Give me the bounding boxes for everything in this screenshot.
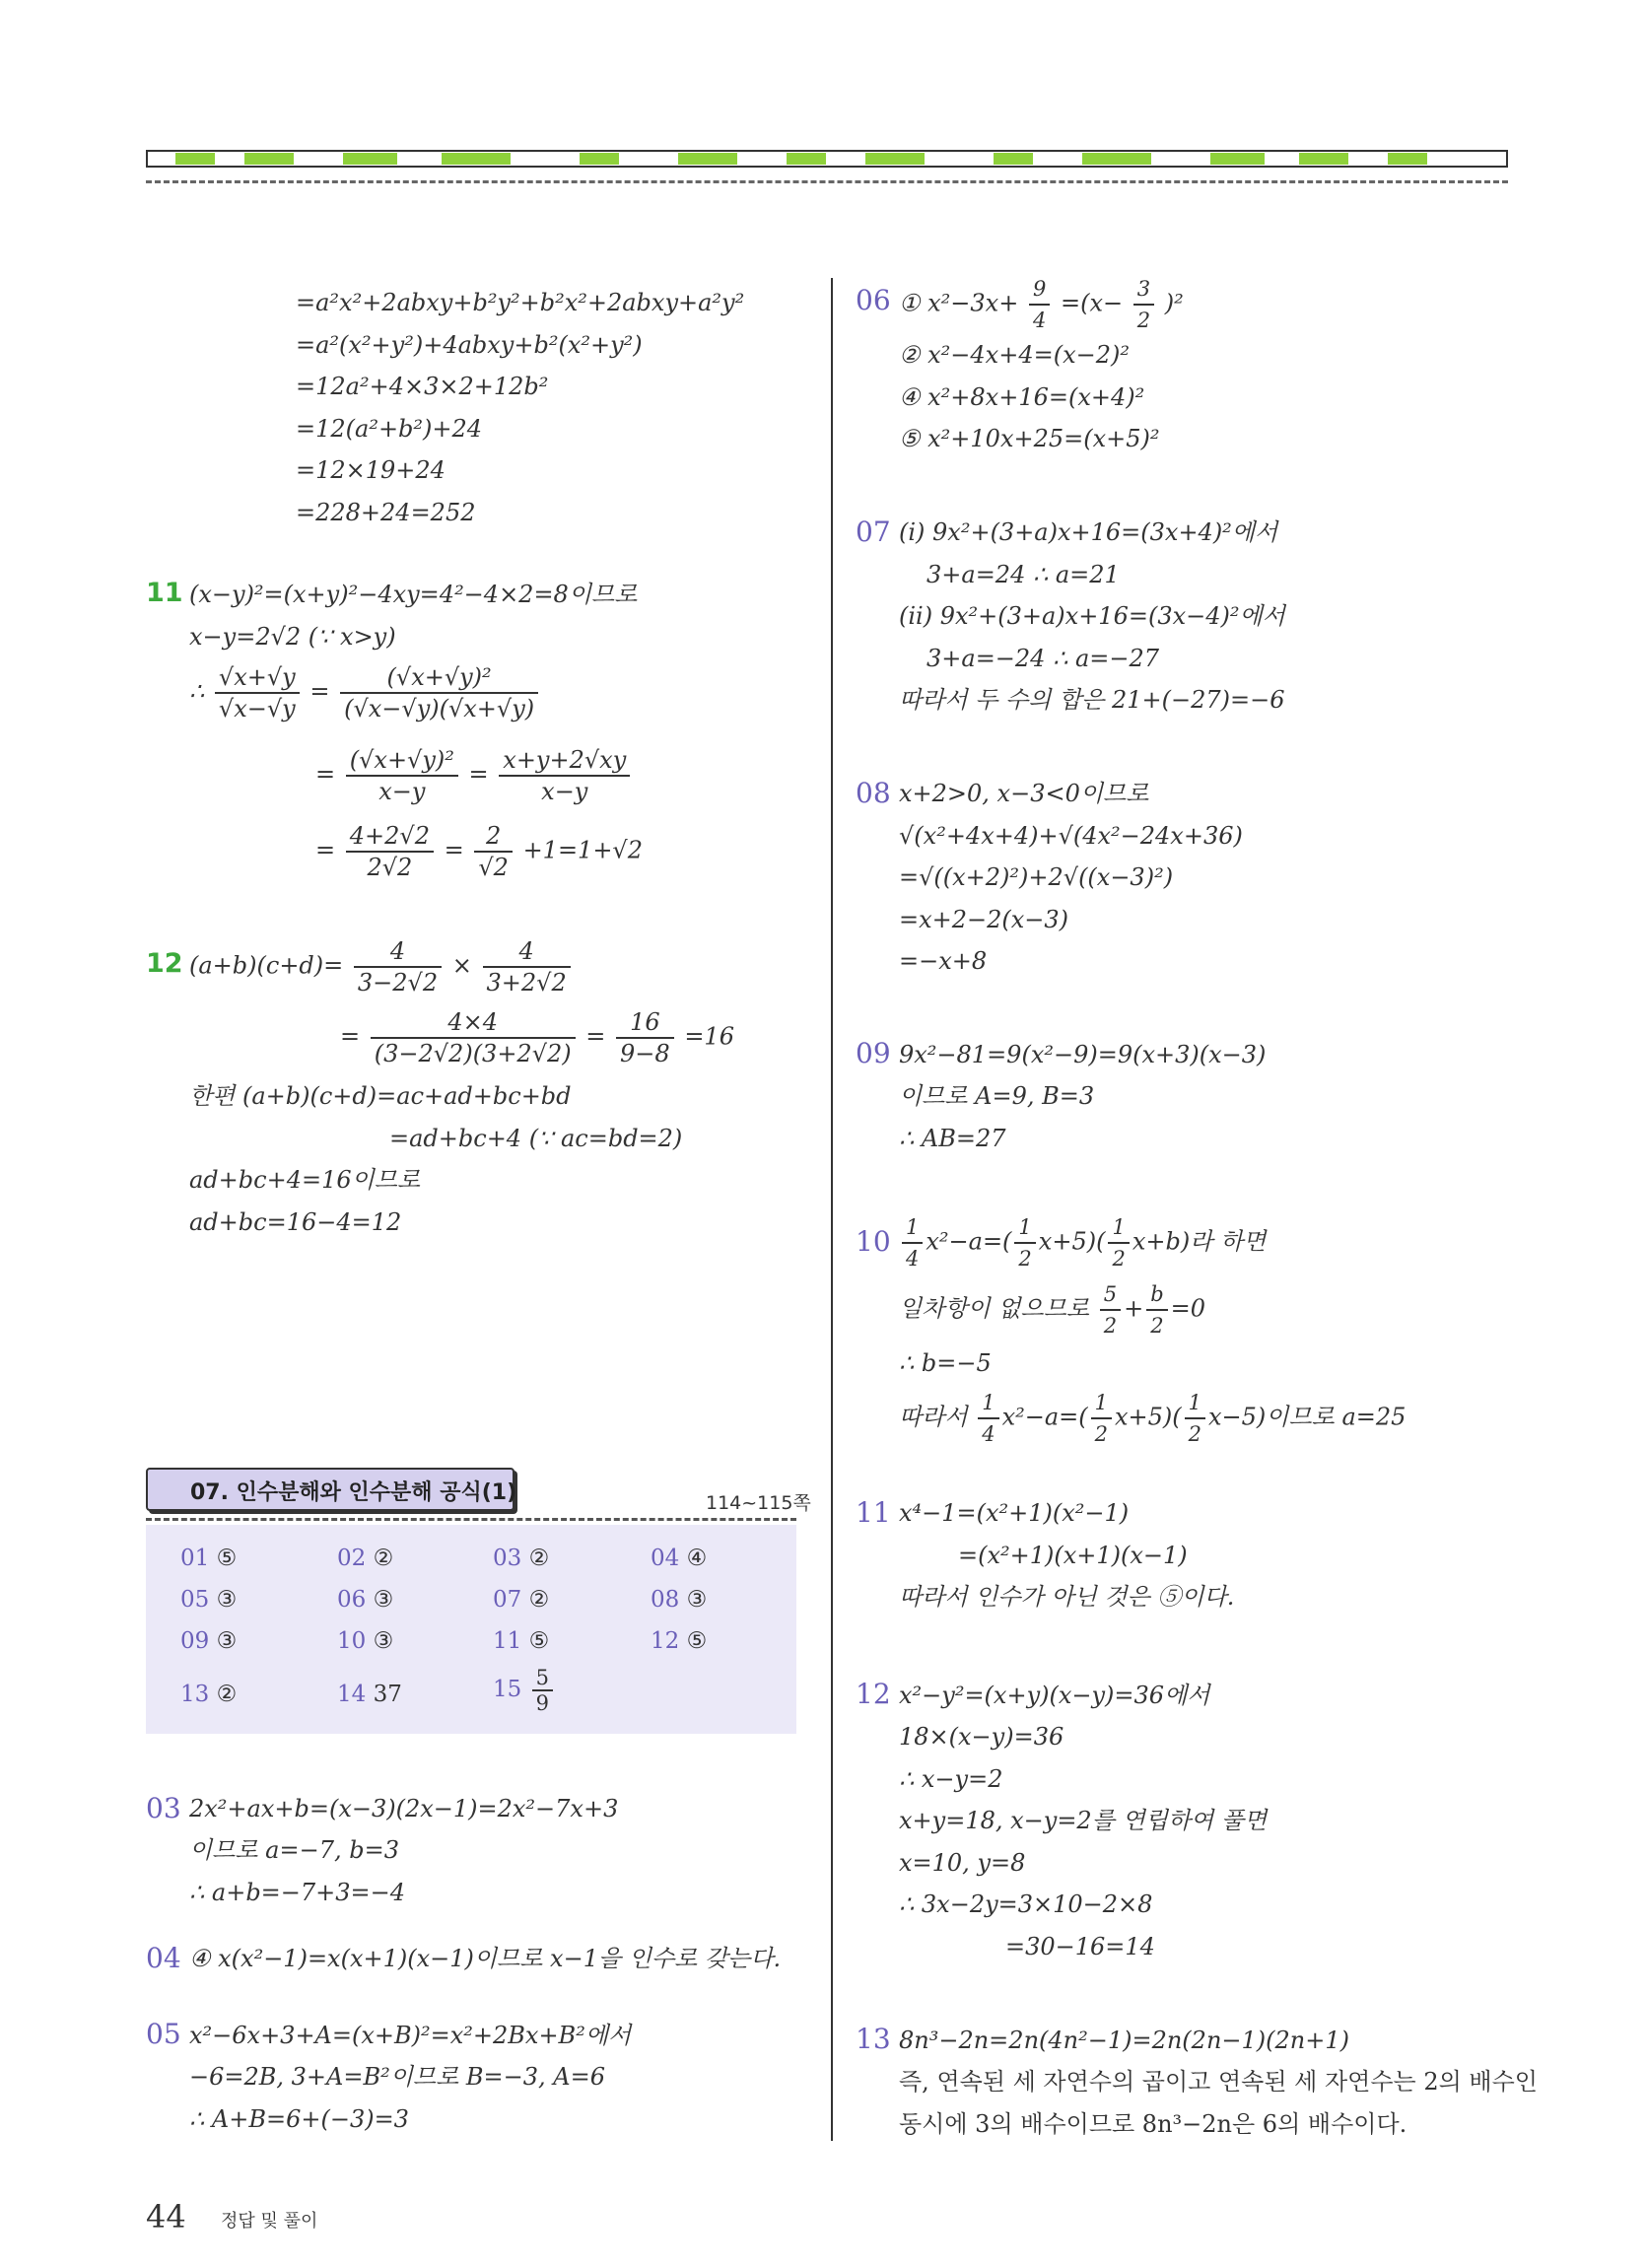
p12r-line-3: ∴ x−y=2 [899, 1765, 1003, 1793]
cont-line-3: =12a²+4×3×2+12b² [296, 373, 549, 400]
p10-line-1: $\frac{1}{4}$ x²−a=( $\frac{1}{2}$ x+5)( $\frac{1}{2}$ x+b)라 하면 [899, 1212, 1266, 1273]
p12r-line-5: x=10, y=8 [899, 1849, 1026, 1877]
p06-line-1: ① x²−3x+ $\frac{9}{4}$ =(x− $\frac{3}{2}$ )² [899, 274, 1184, 335]
p06-line-3: ④ x²+8x+16=(x+4)² [899, 383, 1145, 411]
answer-02: 02 ② [337, 1546, 394, 1571]
problem-12-r-number: 12 [856, 1678, 891, 1710]
cont-line-4: =12(a²+b²)+24 [296, 415, 483, 443]
answer-09: 09 ③ [180, 1628, 238, 1654]
p08-line-1: x+2>0, x−3<0이므로 [899, 780, 1149, 807]
problem-05-number: 05 [146, 2018, 181, 2050]
p12-line-6: ad+bc=16−4=12 [189, 1208, 402, 1236]
problem-12-number: 12 [146, 948, 183, 979]
problem-08-number: 08 [856, 777, 891, 809]
problem-09-number: 09 [856, 1037, 891, 1069]
column-divider [831, 278, 833, 2141]
problem-07-number: 07 [856, 515, 891, 548]
p07-line-3: (ii) 9x²+(3+a)x+16=(3x−4)²에서 [899, 602, 1285, 630]
section-pages: 114~115쪽 [706, 1492, 811, 1514]
p04-line-1: ④ x(x²−1)=x(x+1)(x−1)이므로 x−1을 인수로 갖는다. [189, 1945, 782, 1972]
section-title: 07. 인수분해와 인수분해 공식(1) [190, 1480, 517, 1505]
answer-15: 15 $\frac{5}{9}$ [493, 1666, 556, 1715]
p12-line-3: 한편 (a+b)(c+d)=ac+ad+bc+bd [189, 1082, 572, 1110]
p11-eq-2: = $\frac{\text{(√x+√y)²}}{x-y}$ = $\frac{x+y+2√xy}{x-y}$ [315, 745, 633, 806]
p12-eq-1: (a+b)(c+d)= $\frac{4}{3-2√2}$ × $\frac{4}{3+2√2}$ [189, 936, 574, 997]
cont-line-6: =228+24=252 [296, 499, 476, 526]
header-dash-line [146, 180, 1508, 183]
p03-line-2: 이므로 a=−7, b=3 [189, 1836, 399, 1864]
p12-eq-2: = $\frac{4\times 4}{(3-2√2)(3+2√2)}$ = $\frac{16}{9-8}$ =16 [340, 1008, 734, 1067]
p09-line-3: ∴ AB=27 [899, 1125, 1006, 1152]
p05-line-2: −6=2B, 3+A=B²이므로 B=−3, A=6 [189, 2063, 606, 2091]
cont-line-2: =a²(x²+y²)+4abxy+b²(x²+y²) [296, 331, 643, 359]
p10-line-2: 일차항이 없으므로 $\frac{5}{2}$ + $\frac{b}{2}$ =0 [899, 1279, 1205, 1340]
p13-line-1: 8n³−2n=2n(4n²−1)=2n(2n−1)(2n+1) [899, 2027, 1349, 2054]
answer-03: 03 ② [493, 1546, 550, 1571]
p11-line-2: x−y=2√2 (∵ x>y) [189, 623, 396, 651]
p12r-line-1: x²−y²=(x+y)(x−y)=36에서 [899, 1682, 1210, 1709]
p11r-line-3: 따라서 인수가 아닌 것은 ⑤이다. [899, 1583, 1235, 1611]
p12r-line-4: x+y=18, x−y=2를 연립하여 풀면 [899, 1807, 1268, 1834]
p06-line-4: ⑤ x²+10x+25=(x+5)² [899, 425, 1160, 452]
problem-11-number: 11 [146, 578, 183, 608]
p12-line-4: =ad+bc+4 (∵ ac=bd=2) [389, 1125, 683, 1152]
p11-eq-3: = $\frac{4+2√2}{2√2}$ = $\frac{2}{√2}$ +1=1+√2 [315, 822, 643, 881]
problem-10-number: 10 [856, 1225, 891, 1258]
p08-line-3: =√((x+2)²)+2√((x−3)²) [899, 863, 1174, 891]
problem-11-r-number: 11 [856, 1496, 891, 1529]
p03-line-3: ∴ a+b=−7+3=−4 [189, 1879, 406, 1906]
footer-label: 정답 및 풀이 [221, 2211, 318, 2232]
p05-line-3: ∴ A+B=6+(−3)=3 [189, 2105, 409, 2133]
p08-line-2: √(x²+4x+4)+√(4x²−24x+36) [899, 822, 1243, 850]
p12r-line-7: =30−16=14 [1005, 1933, 1155, 1960]
answer-07: 07 ② [493, 1587, 550, 1613]
p05-line-1: x²−6x+3+A=(x+B)²=x²+2Bx+B²에서 [189, 2022, 632, 2049]
cont-line-1: =a²x²+2abxy+b²y²+b²x²+2abxy+a²y² [296, 289, 745, 316]
p10-line-4: 따라서 $\frac{1}{4}$ x²−a=( $\frac{1}{2}$ x+5)( $\frac{1}{2}$ x−5)이므로 a=25 [899, 1388, 1406, 1449]
p11-eq-1: ∴ $\frac{√x+√y}{√x-√y}$ = $\frac{\text{(√x+√y)²}}{(√x-√y)(√x+√y)}$ [189, 662, 541, 723]
answer-11: 11 ⑤ [493, 1628, 550, 1654]
p08-line-5: =−x+8 [899, 947, 988, 975]
p11r-line-1: x⁴−1=(x²+1)(x²−1) [899, 1499, 1130, 1527]
p12r-line-6: ∴ 3x−2y=3×10−2×8 [899, 1890, 1153, 1918]
answer-10: 10 ③ [337, 1628, 394, 1654]
p07-line-4: 3+a=−24 ∴ a=−27 [926, 645, 1160, 672]
p08-line-4: =x+2−2(x−3) [899, 906, 1069, 933]
p07-line-2: 3+a=24 ∴ a=21 [926, 561, 1120, 588]
p13-line-2: 즉, 연속된 세 자연수의 곱이고 연속된 세 자연수는 2의 배수인 [899, 2068, 1538, 2096]
p11-line-1: (x−y)²=(x+y)²−4xy=4²−4×2=8이므로 [189, 581, 638, 608]
p09-line-1: 9x²−81=9(x²−9)=9(x+3)(x−3) [899, 1041, 1267, 1068]
answer-04: 04 ④ [651, 1546, 708, 1571]
answer-08: 08 ③ [651, 1587, 708, 1613]
p07-line-5: 따라서 두 수의 합은 21+(−27)=−6 [899, 686, 1285, 714]
answer-13: 13 ② [180, 1682, 238, 1707]
cont-line-5: =12×19+24 [296, 456, 446, 484]
p11r-line-2: =(x²+1)(x+1)(x−1) [958, 1542, 1188, 1569]
answers-dash-line [146, 1518, 796, 1521]
p06-line-2: ② x²−4x+4=(x−2)² [899, 341, 1130, 369]
page-number: 44 [146, 2198, 186, 2235]
p03-line-1: 2x²+ax+b=(x−3)(2x−1)=2x²−7x+3 [189, 1795, 619, 1822]
answer-06: 06 ③ [337, 1587, 394, 1613]
p10-line-3: ∴ b=−5 [899, 1349, 992, 1377]
problem-03-number: 03 [146, 1792, 181, 1824]
problem-13-number: 13 [856, 2023, 891, 2055]
p09-line-2: 이므로 A=9, B=3 [899, 1082, 1095, 1110]
problem-04-number: 04 [146, 1942, 181, 1974]
p13-line-3: 동시에 3의 배수이므로 8n³−2n은 6의 배수이다. [899, 2110, 1407, 2138]
p07-line-1: (i) 9x²+(3+a)x+16=(3x+4)²에서 [899, 518, 1278, 546]
p12-line-5: ad+bc+4=16이므로 [189, 1166, 421, 1194]
answer-05: 05 ③ [180, 1587, 238, 1613]
header-decoration [146, 148, 1508, 170]
answer-12: 12 ⑤ [651, 1628, 708, 1654]
answer-01: 01 ⑤ [180, 1546, 238, 1571]
p12r-line-2: 18×(x−y)=36 [899, 1723, 1064, 1751]
problem-06-number: 06 [856, 284, 891, 316]
answer-14: 14 37 [337, 1682, 402, 1707]
